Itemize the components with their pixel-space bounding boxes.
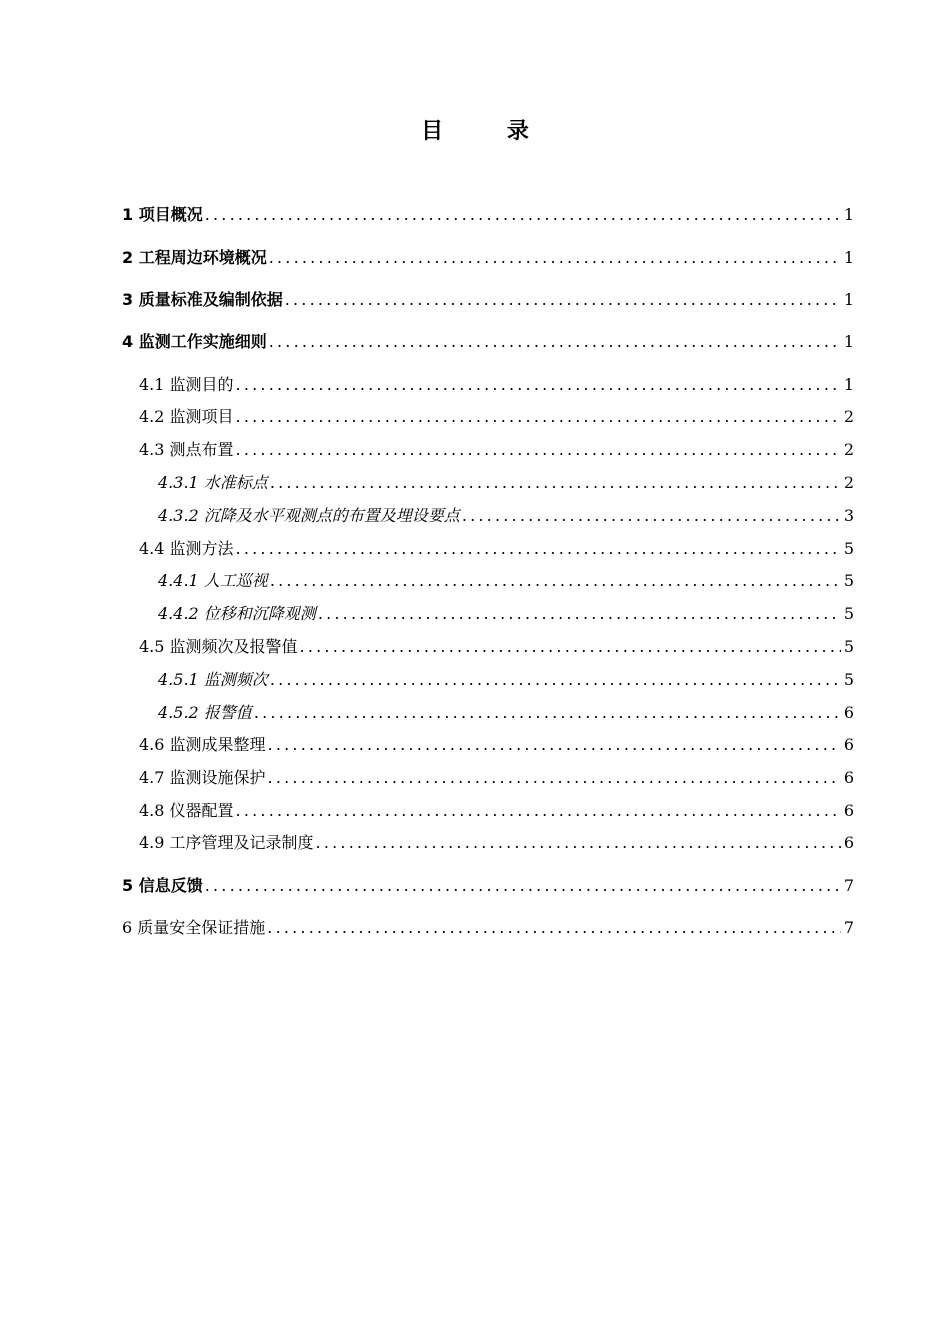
toc-entry-label: 4.5.1 监测频次: [158, 670, 268, 689]
toc-entry-label: 4.8 仪器配置: [139, 801, 234, 820]
toc-entry-label: 4 监测工作实施细则: [122, 332, 267, 351]
page-title: 目 录: [421, 119, 557, 144]
toc-leader-dots: [236, 374, 841, 396]
toc-entry-label: 4.5.2 报警值: [158, 703, 252, 722]
toc-entry-label: 4.4 监测方法: [139, 539, 234, 558]
toc-entry-label: 4.3.2 沉降及水平观测点的布置及埋设要点: [158, 506, 460, 525]
toc-page-number: 2: [843, 440, 854, 459]
toc-entry-label: 4.5 监测频次及报警值: [139, 637, 298, 656]
toc-page-number: 6: [843, 833, 854, 852]
toc-entry[interactable]: [139, 636, 854, 658]
toc-page-number: 7: [843, 918, 854, 937]
toc-entry-label: 1 项目概况: [122, 205, 203, 224]
toc-entry-label: 4.7 监测设施保护: [139, 768, 266, 787]
toc-leader-dots: [270, 570, 841, 592]
toc-entry[interactable]: [122, 204, 854, 226]
toc-leader-dots: [268, 767, 841, 789]
toc-entry-label: 5 信息反馈: [122, 876, 203, 895]
toc-entry[interactable]: [139, 800, 854, 822]
toc-entry[interactable]: [139, 439, 854, 461]
toc-entry[interactable]: [158, 570, 854, 592]
toc-entry-label: 4.6 监测成果整理: [139, 735, 266, 754]
toc-page-number: 1: [843, 375, 854, 394]
toc-entry[interactable]: [158, 603, 854, 625]
toc-entry-label: 3 质量标准及编制依据: [122, 290, 283, 309]
toc-entry[interactable]: [122, 875, 854, 897]
toc-page-number: 2: [843, 473, 854, 492]
toc-entry[interactable]: [139, 374, 854, 396]
toc-leader-dots: [269, 247, 841, 269]
toc-leader-dots: [205, 204, 841, 226]
toc-page-number: 1: [843, 205, 854, 224]
toc-entry[interactable]: [158, 505, 854, 527]
toc-leader-dots: [236, 406, 841, 428]
toc-leader-dots: [300, 636, 841, 658]
toc-leader-dots: [205, 875, 841, 897]
toc-page-number: 5: [843, 604, 854, 623]
toc-entry-label: 4.1 监测目的: [139, 375, 234, 394]
toc-leader-dots: [285, 289, 841, 311]
toc-page-number: 1: [843, 290, 854, 309]
toc-leader-dots: [270, 669, 841, 691]
toc-page-number: 5: [843, 571, 854, 590]
toc-entry[interactable]: [139, 406, 854, 428]
toc-page-number: 1: [843, 248, 854, 267]
toc-page-number: 6: [843, 801, 854, 820]
toc-page-number: 6: [843, 735, 854, 754]
toc-leader-dots: [254, 702, 841, 724]
toc-leader-dots: [236, 800, 841, 822]
toc-leader-dots: [236, 439, 841, 461]
toc-leader-dots: [236, 538, 841, 560]
toc-entry[interactable]: [122, 247, 854, 269]
toc-page-number: 2: [843, 407, 854, 426]
toc-leader-dots: [267, 917, 841, 939]
toc-entry[interactable]: [122, 289, 854, 311]
toc-entry-label: 4.3.1 水准标点: [158, 473, 268, 492]
toc-entry[interactable]: [122, 917, 854, 939]
toc-page-number: 7: [843, 876, 854, 895]
toc-leader-dots: [318, 603, 841, 625]
toc-entry-label: 6 质量安全保证措施: [122, 918, 266, 937]
toc-leader-dots: [268, 734, 841, 756]
toc-entry[interactable]: [139, 538, 854, 560]
toc-leader-dots: [269, 331, 841, 353]
toc-page-number: 3: [843, 506, 854, 525]
toc-leader-dots: [462, 505, 841, 527]
toc-page-number: 6: [843, 768, 854, 787]
toc-entry-label: 4.4.1 人工巡视: [158, 571, 268, 590]
toc-entry[interactable]: [139, 734, 854, 756]
toc-entry-label: 4.9 工序管理及记录制度: [139, 833, 314, 852]
toc-leader-dots: [316, 832, 841, 854]
toc-entry[interactable]: [139, 832, 854, 854]
toc-entry-label: 4.4.2 位移和沉降观测: [158, 604, 316, 623]
toc-entry[interactable]: [158, 702, 854, 724]
toc-page-number: 5: [843, 670, 854, 689]
toc-entry-label: 2 工程周边环境概况: [122, 248, 267, 267]
toc-entry-label: 4.2 监测项目: [139, 407, 234, 426]
toc-page-number: 5: [843, 637, 854, 656]
toc-entry[interactable]: [139, 767, 854, 789]
toc-page-number: 6: [843, 703, 854, 722]
toc-leader-dots: [270, 472, 841, 494]
toc-entry[interactable]: [158, 669, 854, 691]
toc-entry[interactable]: [122, 331, 854, 353]
toc-entry[interactable]: [158, 472, 854, 494]
toc-page-number: 5: [843, 539, 854, 558]
toc-page-number: 1: [843, 332, 854, 351]
toc-entry-label: 4.3 测点布置: [139, 440, 234, 459]
